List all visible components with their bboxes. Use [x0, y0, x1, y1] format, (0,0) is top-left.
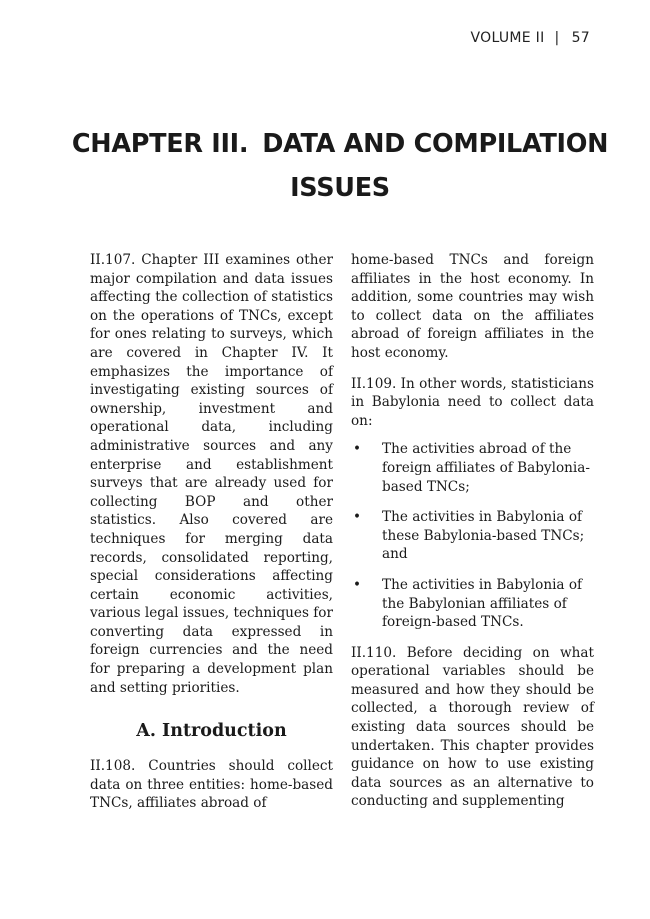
running-header — [471, 30, 591, 46]
right-column — [351, 251, 594, 811]
bullet-icon: • — [353, 509, 362, 526]
paragraph-110: II.110. Before deciding on what operational variables should be measured and how they should be collected, a thorough review of existing data sources should be undertaken. This chapter provides guidance on how to use existing data sources as an alternative to conducting and supplementing — [351, 644, 594, 810]
list-item — [351, 576, 594, 632]
page-number: 57 — [571, 30, 590, 46]
paragraph-109: II.109. In other words, statisticians in Babylonia need to collect data on: — [351, 375, 594, 429]
paragraph-108-start: II.108. Countries should collect data on three entities: home-based TNCs, affiliates abroad of — [90, 758, 333, 812]
list-item-text: The activities abroad of the foreign affiliates of Babylonia-based TNCs; — [382, 441, 590, 495]
list-item — [351, 440, 594, 496]
bullet-icon: • — [353, 576, 362, 593]
header-separator: | — [554, 30, 560, 46]
paragraph-107: II.107. Chapter III examines other major compilation and data issues affecting the collection of statistics on the operations of TNCs, except for ones relating to surveys, which are covered in Chapter IV. It emphasizes the importance of investigating existing sources of ownership, investment and operational data, including administrative sources and any enterprise and establishment surveys that are already used for collecting BOP and other statistics. Also covered are techniques for merging data records, consolidated reporting, special considerations affecting certain economic activities, various legal issues, techniques for converting data expressed in foreign currencies and the need for preparing a development plan and setting priorities. — [90, 252, 333, 696]
left-column — [90, 251, 333, 813]
bullet-icon: • — [353, 441, 362, 458]
list-item — [351, 508, 594, 564]
chapter-label: CHAPTER III. — [71, 129, 249, 159]
chapter-title-line2: ISSUES — [290, 173, 390, 203]
chapter-title-line1: DATA AND COMPILATION — [262, 129, 609, 159]
chapter-title — [60, 122, 620, 210]
section-heading-introduction: A. Introduction — [136, 721, 287, 742]
list-item-text: The activities in Babylonia of these Babylonia-based TNCs; and — [382, 509, 585, 563]
list-item-text: The activities in Babylonia of the Babylonian affiliates of foreign-based TNCs. — [382, 576, 583, 631]
bullet-list — [351, 440, 594, 631]
volume-label: VOLUME II — [470, 30, 545, 46]
paragraph-108-continued: home-based TNCs and foreign affiliates in the host economy. In addition, some countries may wish to collect data on the affiliates abroad of foreign affiliates in the host economy. — [351, 252, 594, 361]
